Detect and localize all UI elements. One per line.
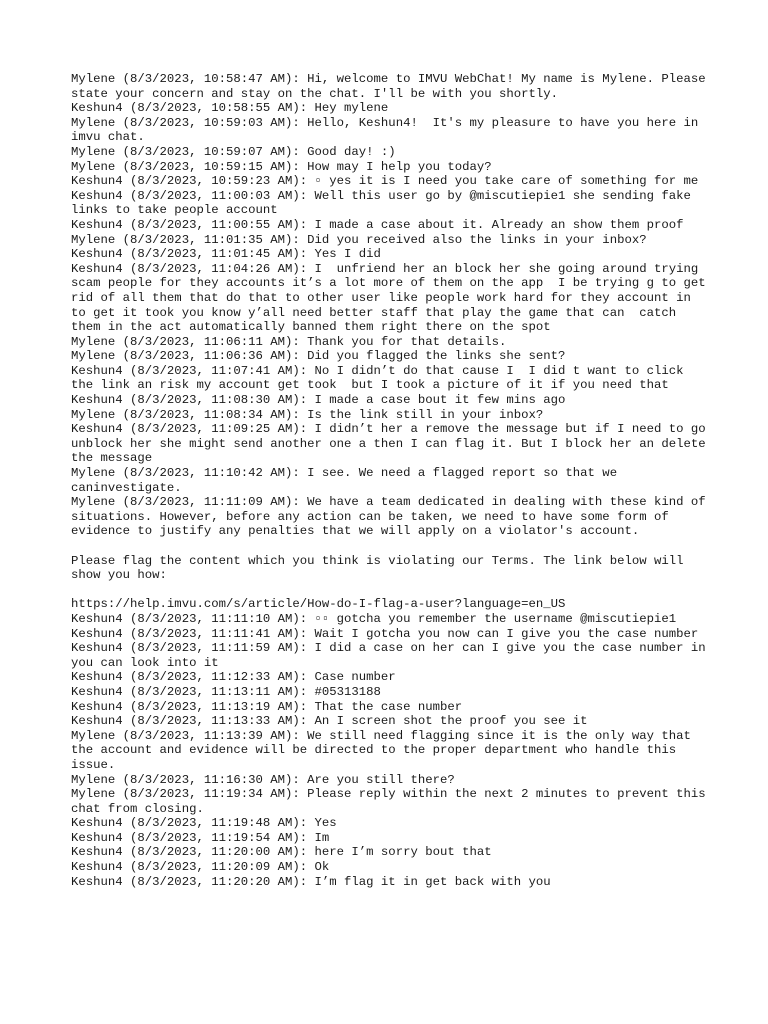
transcript-line: Mylene (8/3/2023, 11:13:39 AM): We still need flagging since it is the only way that the account and evidence will be directed to the proper department who handle this issue.	[71, 728, 699, 772]
transcript-line: Mylene (8/3/2023, 11:06:11 AM): Thank you for that details.	[71, 334, 507, 349]
transcript-line: Mylene (8/3/2023, 11:01:35 AM): Did you received also the links in your inbox?	[71, 232, 647, 247]
transcript-line: Keshun4 (8/3/2023, 11:00:03 AM): Well this user go by @miscutiepie1 she sending fake links to take people account	[71, 188, 699, 218]
transcript-line: Keshun4 (8/3/2023, 11:11:41 AM): Wait I gotcha you now can I give you the case number	[71, 626, 699, 641]
transcript-line: Mylene (8/3/2023, 11:11:09 AM): We have a team dedicated in dealing with these kind of situations. However, before any action can be taken, we need to have some form of evidence to justify any penalties that we will apply on a violator's account.	[71, 495, 714, 539]
transcript-line: Mylene (8/3/2023, 11:16:30 AM): Are you still there?	[71, 772, 455, 787]
transcript-line: Keshun4 (8/3/2023, 11:13:33 AM): An I screen shot the proof you see it	[71, 714, 588, 729]
transcript-line: Keshun4 (8/3/2023, 11:00:55 AM): I made a case about it. Already an show them proof	[71, 217, 684, 232]
transcript-line: Mylene (8/3/2023, 10:59:03 AM): Hello, Keshun4! It's my pleasure to have you here in imvu chat.	[71, 115, 706, 145]
transcript-line: Keshun4 (8/3/2023, 11:20:00 AM): here I’m sorry bout that	[71, 845, 492, 860]
transcript-line: Keshun4 (8/3/2023, 11:11:59 AM): I did a case on her can I give you the case number in you can look into it	[71, 641, 714, 670]
transcript-line: Keshun4 (8/3/2023, 11:13:19 AM): That the case number	[71, 699, 463, 714]
transcript-line: Keshun4 (8/3/2023, 11:20:20 AM): I’m flag it in get back with you	[71, 874, 551, 889]
flag-instructions: Please flag the content which you think is violating our Terms. The link below will show you how:	[71, 553, 691, 583]
transcript-line: Keshun4 (8/3/2023, 11:08:30 AM): I made a case bout it few mins ago	[71, 393, 566, 408]
blank-line	[71, 583, 711, 598]
transcript-line: Mylene (8/3/2023, 11:10:42 AM): I see. We need a flagged report so that we caninvestigate.	[71, 466, 625, 495]
transcript-line: Keshun4 (8/3/2023, 11:19:54 AM): Im	[71, 830, 330, 845]
transcript-line: Mylene (8/3/2023, 10:58:47 AM): Hi, welcome to IMVU WebChat! My name is Mylene. Please state your concern and stay on the chat. I'll be with you shortly.	[71, 72, 714, 101]
transcript-line: Keshun4 (8/3/2023, 10:58:55 AM): Hey mylene	[71, 101, 389, 116]
help-link-url: https://help.imvu.com/s/article/How-do-I-flag-a-user?language=en_US	[71, 597, 566, 612]
transcript-line: Keshun4 (8/3/2023, 11:09:25 AM): I didn’t her a remove the message but if I need to go unblock her she might send another one a then I can flag it. But I block her an delete the message	[71, 422, 714, 466]
transcript-line: Keshun4 (8/3/2023, 11:19:48 AM): Yes	[71, 816, 337, 831]
transcript-line: Mylene (8/3/2023, 10:59:15 AM): How may I help you today?	[71, 159, 492, 174]
transcript-line: Keshun4 (8/3/2023, 11:04:26 AM): I unfriend her an block her she going around trying scam people for they accounts it’s a lot more of them on the app I be trying g to get rid of all them that do that to other user like people work hard for they account in to get it took you know y’all need better staff that play the game that can catch them in the act automatically banned them right there on the spot	[71, 261, 714, 335]
transcript-line: Mylene (8/3/2023, 10:59:07 AM): Good day! :)	[71, 144, 396, 159]
transcript-line: Mylene (8/3/2023, 11:08:34 AM): Is the link still in your inbox?	[71, 407, 544, 422]
chat-transcript	[71, 72, 714, 889]
transcript-line: Keshun4 (8/3/2023, 11:07:41 AM): No I didn’t do that cause I I did t want to click the link an risk my account get took but I took a picture of it if you need that	[71, 363, 691, 393]
transcript-line: Keshun4 (8/3/2023, 11:11:10 AM): ▫▫ gotcha you remember the username @miscutiepie1	[71, 611, 677, 626]
transcript-line: Keshun4 (8/3/2023, 11:01:45 AM): Yes I did	[71, 247, 381, 262]
transcript-line: Mylene (8/3/2023, 11:06:36 AM): Did you flagged the links she sent?	[71, 349, 566, 364]
transcript-line: Keshun4 (8/3/2023, 11:20:09 AM): Ok	[71, 860, 330, 875]
blank-line	[71, 539, 711, 554]
transcript-line: Keshun4 (8/3/2023, 11:12:33 AM): Case number	[71, 670, 396, 685]
transcript-line: Mylene (8/3/2023, 11:19:34 AM): Please reply within the next 2 minutes to prevent this chat from closing.	[71, 787, 714, 816]
transcript-line: Keshun4 (8/3/2023, 10:59:23 AM): ▫ yes it is I need you take care of something for me	[71, 174, 699, 189]
transcript-line: Keshun4 (8/3/2023, 11:13:11 AM): #05313188	[71, 684, 381, 699]
